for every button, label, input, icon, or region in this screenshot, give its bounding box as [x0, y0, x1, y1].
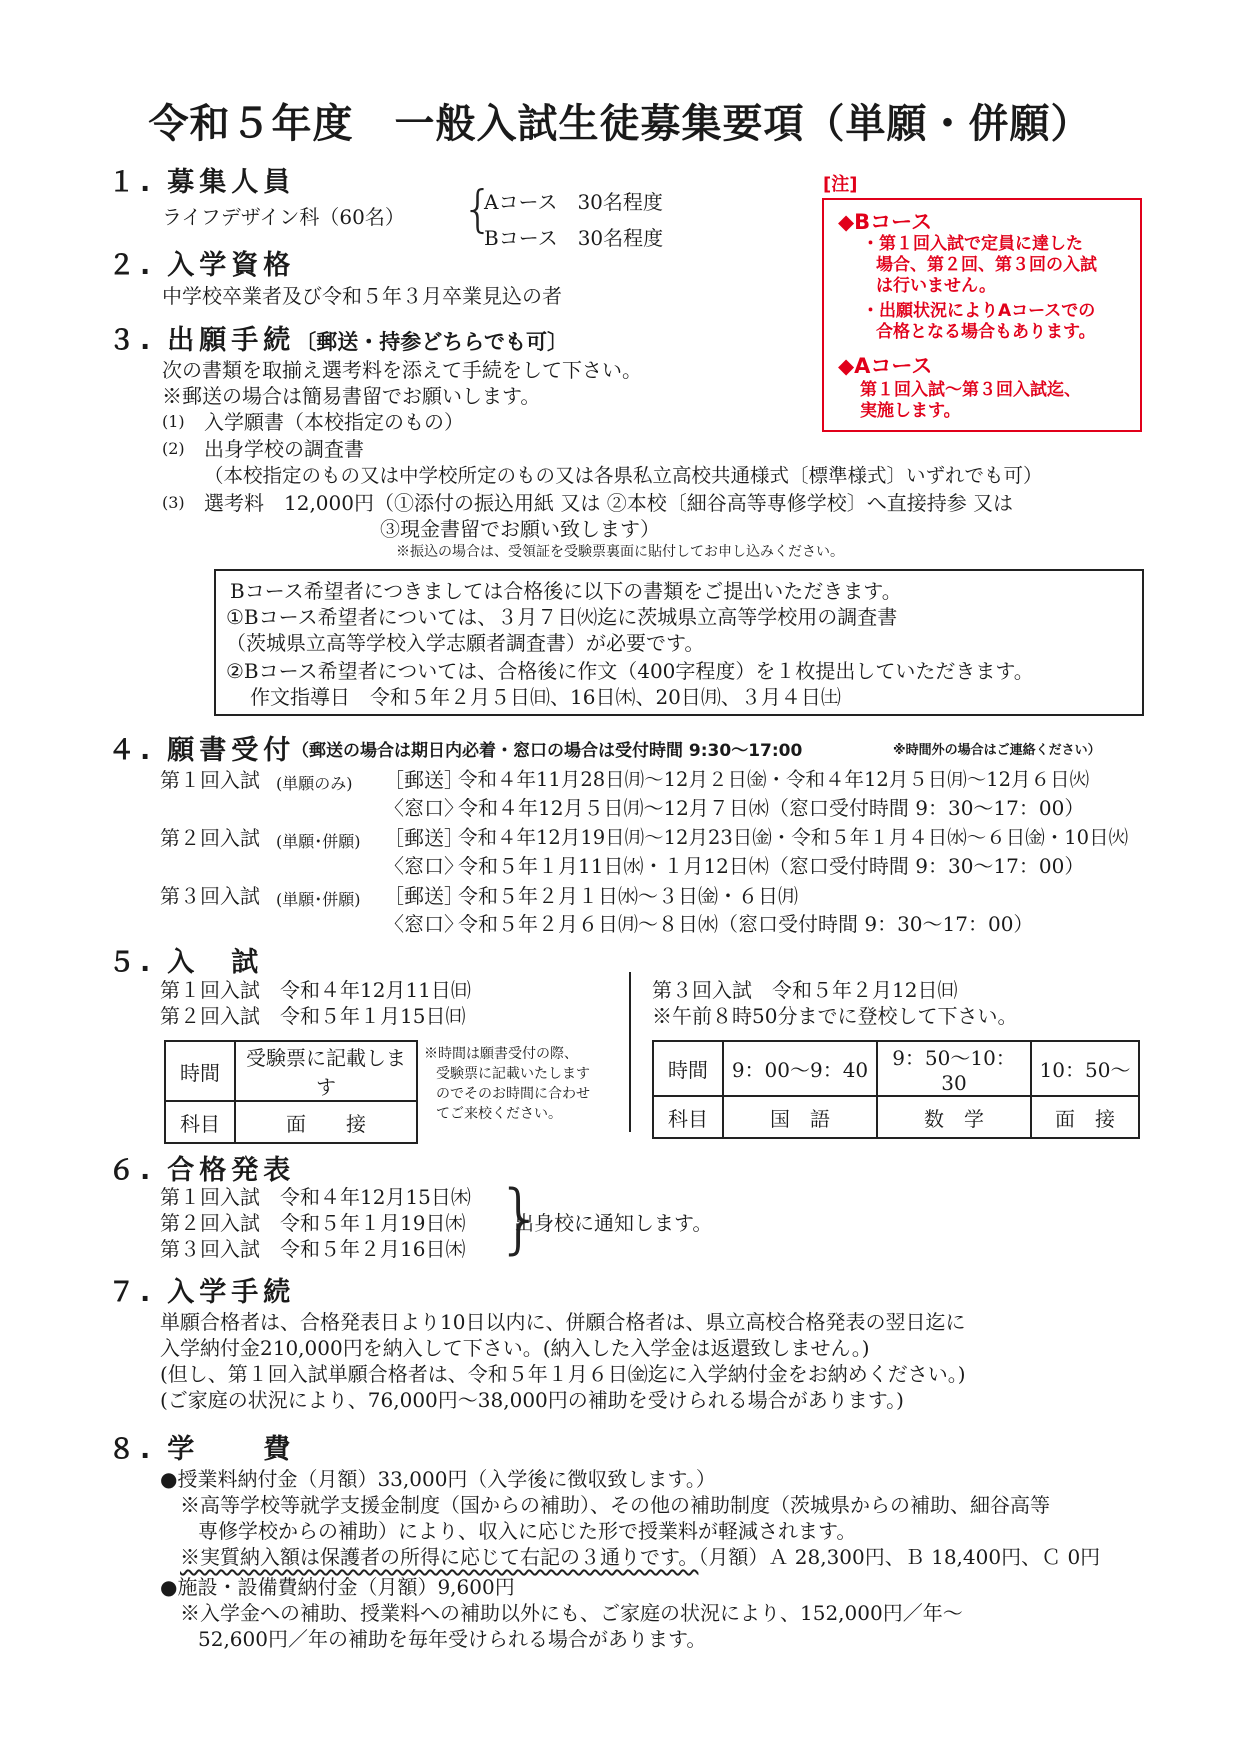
note-text: 第１回入試～第３回入試迄、	[860, 380, 1081, 400]
note-text: ・出願状況によりAコースでの	[862, 301, 1096, 321]
b-course-heading: ◆Bコース	[838, 210, 933, 234]
exam-schedule-table-1	[164, 1040, 418, 1144]
announce-date: 第３回入試 令和５年２月16日㈭	[160, 1237, 466, 1261]
section-title: 合格発表	[167, 1155, 296, 1186]
announce-date: 第１回入試 令和４年12月15日㈭	[160, 1185, 471, 1209]
table-cell: 10：50～	[1031, 1041, 1139, 1096]
fee-item: ●施設・設備費納付金（月額）9,600円	[160, 1575, 515, 1599]
window-label: 〈窓口〉	[384, 854, 464, 878]
section-title: 入 試	[167, 947, 264, 978]
section-5-heading	[108, 940, 263, 979]
section-2-heading	[108, 243, 295, 282]
table-header: 科目	[165, 1101, 235, 1143]
fee-item: ●授業料納付金（月額）33,000円（入学後に徴収致します。）	[160, 1467, 716, 1491]
table-row	[653, 1096, 1139, 1138]
fee-note-emphasis: ※実質納入額は保護者の所得に応じて右記の３通りです。	[180, 1545, 699, 1569]
fee-note	[180, 1545, 1100, 1569]
table-note: てご来校ください。	[436, 1106, 562, 1122]
section-3-heading	[108, 318, 568, 357]
item-number: (3)	[162, 493, 185, 512]
table-header: 科目	[653, 1096, 723, 1138]
page-title: 令和５年度 一般入試生徒募集要項（単願・併願）	[148, 101, 1092, 147]
exam-note: ※午前８時50分までに登校して下さい。	[652, 1004, 1018, 1028]
item-text: 選考料 12,000円（①添付の振込用紙 又は ②本校〔細谷高等専修学校〕へ直接持参 又は	[204, 491, 1014, 515]
section-subtitle: 〔郵送・持参どちらでも可〕	[295, 330, 569, 354]
table-note: のでそのお時間に合わせ	[436, 1086, 590, 1102]
section-number: ４.	[108, 735, 156, 766]
section-8-heading	[108, 1427, 295, 1466]
exam-date: 第２回入試 令和５年１月15日㈰	[160, 1004, 466, 1028]
window-dates: 令和４年12月５日㈪～12月７日㈬（窓口受付時間 9：30～17：00）	[458, 796, 1085, 820]
window-dates: 令和５年１月11日㈬・１月12日㈭（窓口受付時間 9：30～17：00）	[458, 854, 1085, 878]
box-text: 作文指導日 令和５年２月５日㈰、16日㈭、20日㈪、３月４日㈯	[250, 685, 841, 709]
item-text: ③現金書留でお願い致します）	[380, 517, 660, 541]
exam-schedule-table-2	[652, 1040, 1140, 1139]
note-text: ・第１回入試で定員に達した	[862, 234, 1083, 254]
section-title: 入学手続	[167, 1277, 296, 1308]
fee-note: ※高等学校等就学支援金制度（国からの補助）、その他の補助制度（茨城県からの補助、細谷高等	[180, 1493, 1050, 1517]
section-number: ３.	[108, 325, 156, 356]
item-number: (2)	[162, 439, 185, 458]
item-text: 出身学校の調査書	[204, 437, 364, 461]
mail-dates: 令和４年11月28日㈪～12月２日㈮・令和４年12月５日㈪～12月６日㈫	[458, 768, 1090, 791]
item-note: （本校指定のもの又は中学校所定のもの又は各県私立高校共通様式〔標準様式〕いずれでも可）	[204, 464, 1043, 487]
section-6-heading	[108, 1148, 295, 1187]
divider	[629, 972, 631, 1132]
item-text: 入学願書（本校指定のもの）	[204, 410, 464, 434]
table-row	[165, 1101, 417, 1143]
table-cell: 面 接	[235, 1101, 417, 1143]
mail-dates: 令和５年２月１日㈬～３日㈮・６日㈪	[458, 884, 798, 908]
table-header: 時間	[653, 1041, 723, 1096]
section-title: 出願手続	[167, 325, 296, 356]
procedure-text: (但し、第１回入試単願合格者は、令和５年１月６日㈮迄に入学納付金をお納めください。)	[160, 1362, 966, 1386]
mail-label: ［郵送］	[384, 884, 464, 908]
table-note: 受験票に記載いたします	[436, 1066, 590, 1082]
a-course-heading: ◆Aコース	[838, 354, 933, 378]
box-text: Bコース希望者につきましては合格後に以下の書類をご提出いただきます。	[230, 579, 902, 603]
box-text: （茨城県立高等学校入学志願者調査書）が必要です。	[226, 631, 705, 655]
procedure-text: 単願合格者は、合格発表日より10日以内に、併願合格者は、県立高校合格発表の翌日迄に	[160, 1310, 966, 1334]
table-cell: 9：00～9：40	[723, 1041, 877, 1096]
exam-date: 第１回入試 令和４年12月11日㈰	[160, 978, 471, 1002]
note-box	[822, 198, 1142, 432]
table-cell: 数 学	[877, 1096, 1031, 1138]
section-title: 願書受付	[167, 735, 296, 766]
section-number: ５.	[108, 947, 156, 978]
table-header: 時間	[165, 1041, 235, 1101]
announce-date: 第２回入試 令和５年１月19日㈭	[160, 1211, 466, 1235]
mail-label: ［郵送］	[384, 768, 464, 792]
section-title: 募集人員	[167, 167, 296, 198]
box-text: ①Bコース希望者については、３月７日㈫迄に茨城県立高等学校用の調査書	[226, 605, 898, 629]
eligibility-text: 中学校卒業者及び令和５年３月卒業見込の者	[162, 284, 562, 308]
brace-icon: {	[462, 180, 494, 238]
item-number: (1)	[162, 412, 185, 431]
section-title: 学 費	[167, 1434, 296, 1465]
window-label: 〈窓口〉	[384, 912, 464, 936]
note-label: [注]	[823, 174, 858, 195]
section-number: ６.	[108, 1155, 156, 1186]
mail-dates: 令和４年12月19日㈪～12月23日㈮・令和５年１月４日㈬～６日㈮・10日㈫	[458, 826, 1129, 849]
item-note: ※振込の場合は、受領証を受験票裏面に貼付してお申し込みください。	[396, 544, 844, 560]
table-row	[165, 1041, 417, 1101]
fee-note: 専修学校からの補助）により、収入に応じた形で授業料が軽減されます。	[198, 1519, 857, 1543]
note-text: は行いません。	[876, 276, 997, 296]
box-text: ②Bコース希望者については、合格後に作文（400字程度）を１枚提出していただきます。	[226, 659, 1034, 683]
fee-note: 52,600円／年の補助を毎年受けられる場合があります。	[198, 1627, 707, 1651]
section-number: ８.	[108, 1434, 156, 1465]
section-1-heading	[108, 160, 295, 199]
procedure-text: (ご家庭の状況により、76,000円～38,000円の補助を受けられる場合があります。)	[160, 1388, 904, 1412]
round-name: 第１回入試	[160, 768, 260, 792]
announce-note: 出身校に通知します。	[514, 1211, 713, 1235]
b-course-info-box	[214, 569, 1144, 716]
table-cell: 国 語	[723, 1096, 877, 1138]
note-text: 実施します。	[860, 401, 961, 421]
course-a: Aコース 30名程度	[484, 190, 663, 214]
table-row	[653, 1041, 1139, 1096]
application-intro-note: ※郵送の場合は簡易書留でお願いします。	[162, 384, 541, 408]
round-name: 第３回入試	[160, 884, 260, 908]
mail-label: ［郵送］	[384, 826, 464, 850]
round-name: 第２回入試	[160, 826, 260, 850]
table-cell: 受験票に記載します	[235, 1041, 417, 1101]
round-type: (単願･併願)	[276, 832, 361, 851]
table-note: ※時間は願書受付の際、	[424, 1046, 578, 1062]
table-cell: 9：50～10：30	[877, 1041, 1031, 1096]
round-type: (単願のみ)	[276, 774, 353, 793]
course-b: Bコース 30名程度	[484, 226, 664, 250]
window-label: 〈窓口〉	[384, 796, 464, 820]
note-text: 場合、第２回、第３回の入試	[876, 255, 1097, 275]
section-number: ７.	[108, 1277, 156, 1308]
brace-icon: }	[496, 1173, 545, 1262]
section-number: ２.	[108, 250, 156, 281]
section-number: １.	[108, 167, 156, 198]
fee-note-amounts: （月額）Ａ 28,300円、Ｂ 18,400円、Ｃ 0円	[698, 1545, 1101, 1569]
note-text: 合格となる場合もあります。	[876, 322, 1096, 342]
window-dates: 令和５年２月６日㈪～８日㈬（窓口受付時間 9：30～17：00）	[458, 912, 1034, 936]
section-subtitle: （郵送の場合は期日内必着・窓口の場合は受付時間 9:30～17:00	[292, 741, 803, 761]
section-7-heading	[108, 1270, 295, 1309]
application-intro: 次の書類を取揃え選考料を添えて手続をして下さい。	[162, 358, 642, 382]
procedure-text: 入学納付金210,000円を納入して下さい。(納入した入学金は返還致しません。)	[160, 1336, 870, 1360]
section-4-heading	[108, 728, 295, 767]
table-cell: 面 接	[1031, 1096, 1139, 1138]
section-title: 入学資格	[167, 250, 296, 281]
department: ライフデザイン科（60名）	[162, 205, 405, 229]
fee-note: ※入学金への補助、授業料への補助以外にも、ご家庭の状況により、152,000円／年～	[180, 1601, 963, 1625]
round-type: (単願･併願)	[276, 890, 361, 909]
section-note: ※時間外の場合はご連絡ください）	[893, 743, 1101, 758]
exam-date: 第３回入試 令和５年２月12日㈰	[652, 978, 958, 1002]
